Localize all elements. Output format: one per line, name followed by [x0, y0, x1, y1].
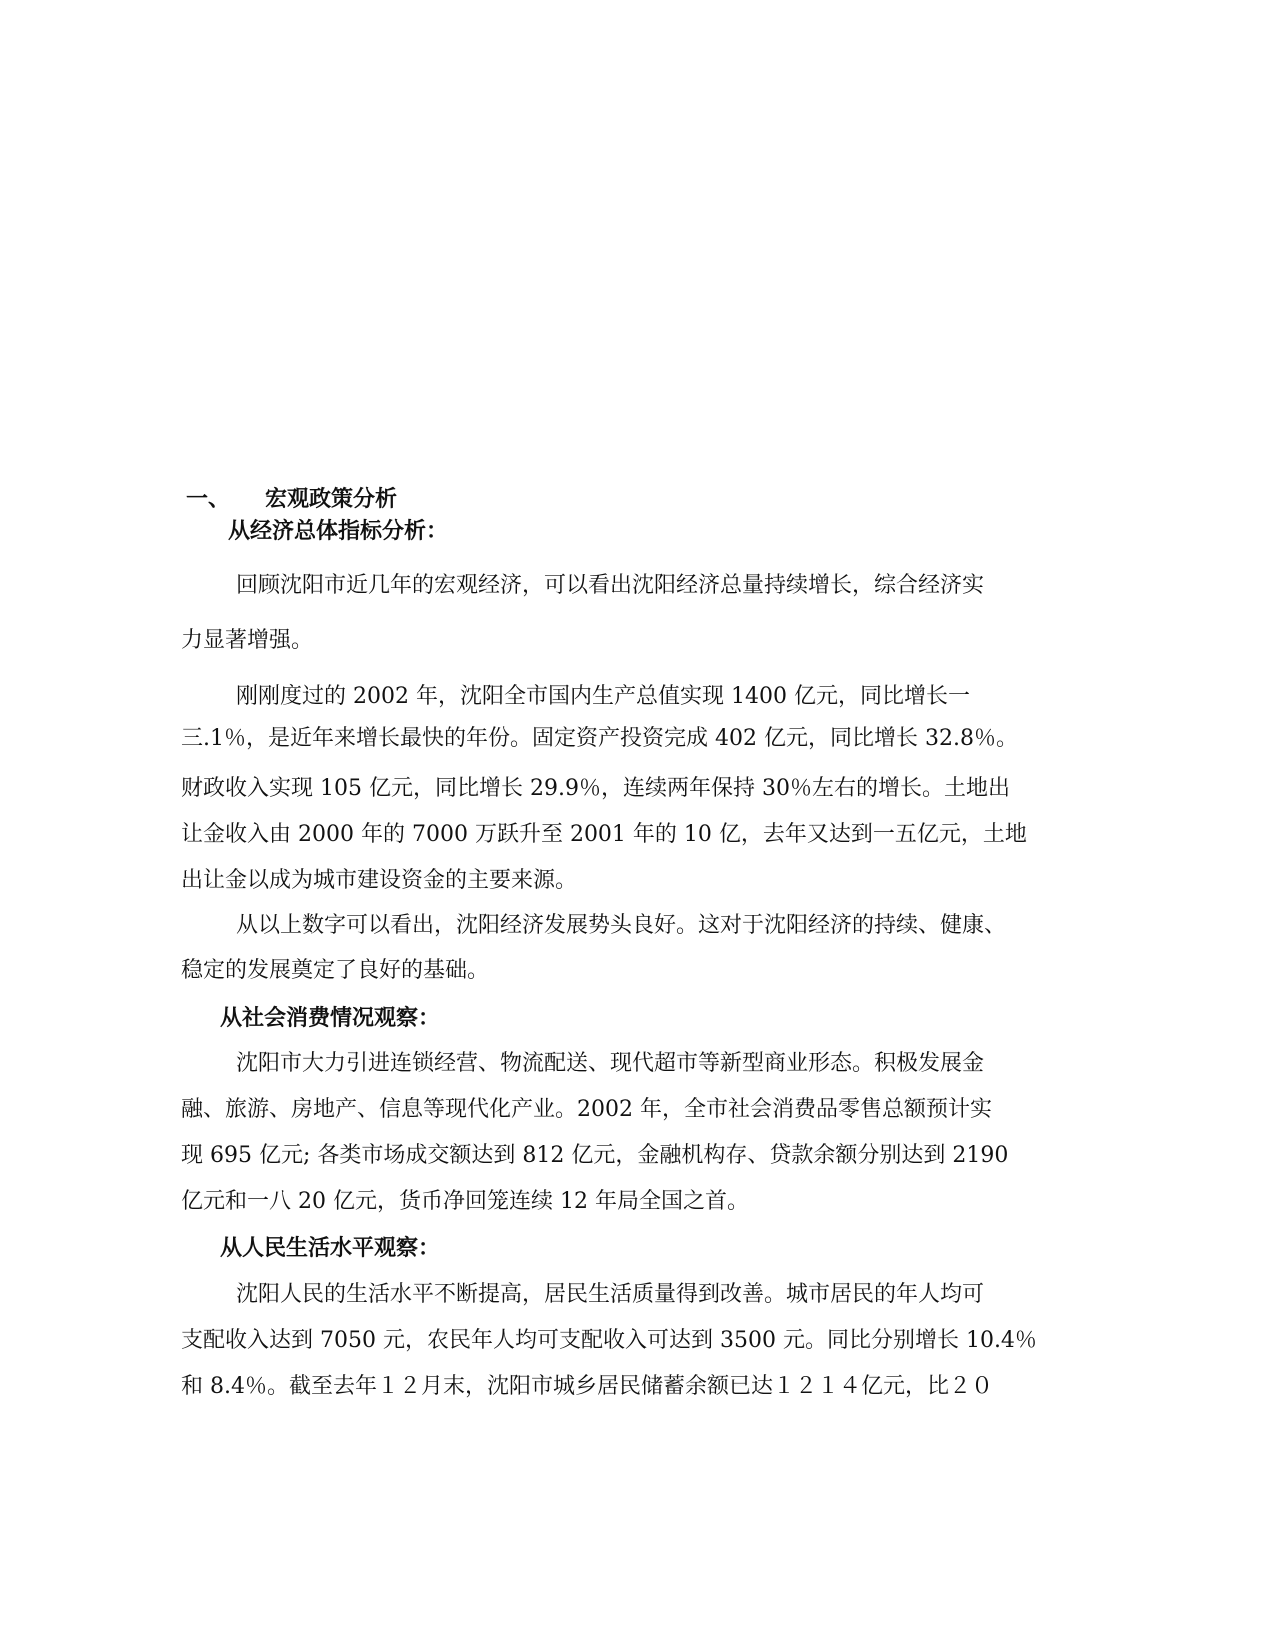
paragraph-line: 稳定的发展奠定了良好的基础。: [181, 958, 490, 983]
paragraph-line: 亿元和一八 20 亿元，货币净回笼连续 12 年局全国之首。: [181, 1189, 749, 1214]
paragraph-line: 沈阳人民的生活水平不断提高，居民生活质量得到改善。城市居民的年人均可: [236, 1282, 985, 1307]
paragraph-line: 力显著增强。: [181, 628, 314, 653]
section-number: 一、: [186, 486, 231, 512]
subsection-heading-consumption: 从社会消费情况观察：: [220, 1005, 441, 1031]
paragraph-line: 三.1％，是近年来增长最快的年份。固定资产投资完成 402 亿元，同比增长 32.8％。: [181, 726, 1018, 751]
paragraph-line: 财政收入实现 105 亿元，同比增长 29.9％，连续两年保持 30％左右的增长。土地出: [181, 776, 1010, 801]
paragraph-line: 沈阳市大力引进连锁经营、物流配送、现代超市等新型商业形态。积极发展金: [236, 1051, 985, 1076]
paragraph-line: 支配收入达到 7050 元，农民年人均可支配收入可达到 3500 元。同比分别增长 10.4％: [181, 1328, 1037, 1353]
paragraph-line: 出让金以成为城市建设资金的主要来源。: [181, 868, 578, 893]
paragraph-line: 回顾沈阳市近几年的宏观经济，可以看出沈阳经济总量持续增长，综合经济实: [236, 573, 985, 598]
section-title: 宏观政策分析: [265, 486, 398, 512]
paragraph-line: 刚刚度过的 2002 年，沈阳全市国内生产总值实现 1400 亿元，同比增长一: [236, 684, 970, 709]
paragraph-line: 现 695 亿元; 各类市场成交额达到 812 亿元，金融机构存、贷款余额分别达到 2190: [181, 1143, 1009, 1168]
paragraph-line: 让金收入由 2000 年的 7000 万跃升至 2001 年的 10 亿，去年又达到一五亿元，土地: [181, 822, 1027, 847]
paragraph-line: 从以上数字可以看出，沈阳经济发展势头良好。这对于沈阳经济的持续、健康、: [236, 913, 1007, 938]
subsection-heading-living-standard: 从人民生活水平观察：: [220, 1235, 441, 1261]
paragraph-line: 和 8.4％。截至去年１２月末，沈阳市城乡居民储蓄余额已达１２１４亿元，比２０: [181, 1374, 993, 1399]
paragraph-line: 融、旅游、房地产、信息等现代化产业。2002 年，全市社会消费品零售总额预计实: [181, 1097, 992, 1122]
subsection-heading-economy: 从经济总体指标分析：: [228, 518, 449, 544]
